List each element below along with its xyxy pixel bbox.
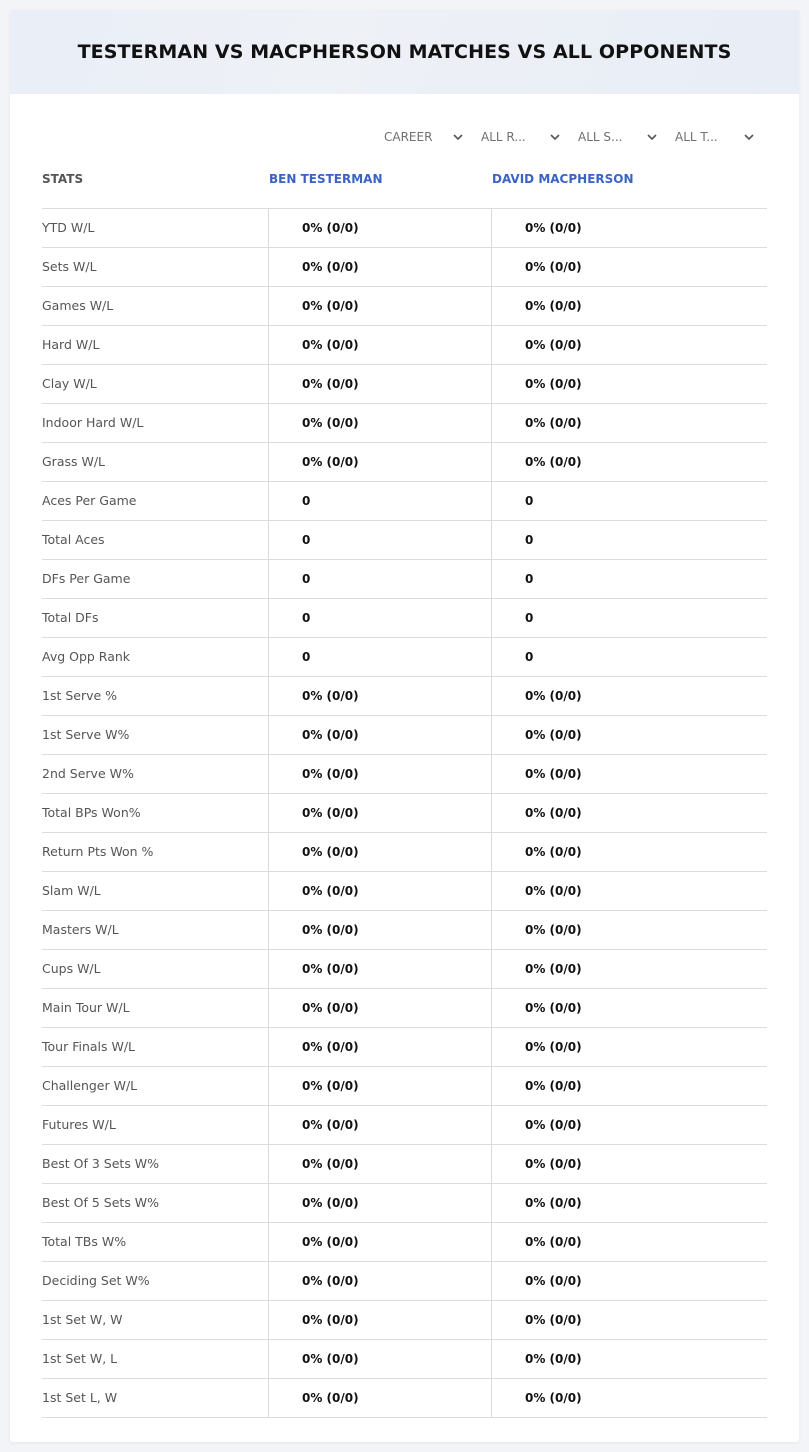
player1-column-header[interactable]: BEN TESTERMAN [269,172,383,186]
table-row [42,1379,767,1418]
table-row [42,755,767,794]
stat-label: 1st Set W, L [42,1351,118,1366]
player1-stat-value: 0% (0/0) [268,209,491,247]
stats-table [42,208,767,1418]
player1-stat-value: 0% (0/0) [268,1184,491,1222]
player1-stat-value: 0% (0/0) [268,365,491,403]
tournament-filter-label: ALL T... [675,130,718,144]
player2-stat-value: 0% (0/0) [491,1184,767,1222]
player2-stat-value: 0% (0/0) [491,365,767,403]
stat-label: 1st Set L, W [42,1390,118,1405]
tournament-filter-dropdown[interactable] [669,127,763,147]
player2-stat-value: 0% (0/0) [491,1301,767,1339]
player2-stat-value: 0% (0/0) [491,1340,767,1378]
table-row [42,326,767,365]
player2-stat-value: 0% (0/0) [491,404,767,442]
player1-stat-value: 0% (0/0) [268,443,491,481]
player2-stat-value: 0% (0/0) [491,794,767,832]
table-row [42,1145,767,1184]
stat-label: Aces Per Game [42,493,137,508]
player2-stat-value: 0 [491,599,767,637]
filter-bar [378,127,766,147]
player1-stat-value: 0% (0/0) [268,1145,491,1183]
player1-stat-value: 0% (0/0) [268,989,491,1027]
stat-label: Cups W/L [42,961,101,976]
stat-label: Indoor Hard W/L [42,415,144,430]
player1-stat-value: 0% (0/0) [268,1301,491,1339]
player2-stat-value: 0 [491,482,767,520]
stat-label: Return Pts Won % [42,844,154,859]
chevron-down-icon [549,131,561,143]
table-row [42,1223,767,1262]
player1-stat-value: 0% (0/0) [268,1067,491,1105]
table-row [42,248,767,287]
player1-stat-value: 0% (0/0) [268,248,491,286]
stat-label: Hard W/L [42,337,100,352]
round-filter-dropdown[interactable] [475,127,569,147]
period-filter-dropdown[interactable] [378,127,472,147]
table-row [42,1067,767,1106]
player1-stat-value: 0% (0/0) [268,287,491,325]
player2-stat-value: 0% (0/0) [491,989,767,1027]
stat-label: Futures W/L [42,1117,116,1132]
table-row [42,1262,767,1301]
player2-stat-value: 0% (0/0) [491,1106,767,1144]
table-row [42,1106,767,1145]
player2-stat-value: 0% (0/0) [491,911,767,949]
table-row [42,950,767,989]
player1-stat-value: 0 [268,560,491,598]
player2-stat-value: 0% (0/0) [491,677,767,715]
table-row [42,1301,767,1340]
player2-stat-value: 0 [491,521,767,559]
player1-stat-value: 0 [268,521,491,559]
table-row [42,989,767,1028]
table-row [42,1028,767,1067]
player1-stat-value: 0% (0/0) [268,833,491,871]
table-row [42,443,767,482]
table-row [42,521,767,560]
player1-stat-value: 0% (0/0) [268,1340,491,1378]
stat-label: Games W/L [42,298,114,313]
surface-filter-dropdown[interactable] [572,127,666,147]
table-row [42,1340,767,1379]
table-row [42,365,767,404]
player2-stat-value: 0% (0/0) [491,833,767,871]
stat-label: Best Of 5 Sets W% [42,1195,160,1210]
stat-label: Masters W/L [42,922,119,937]
stat-label: Deciding Set W% [42,1273,150,1288]
table-row [42,209,767,248]
player1-stat-value: 0% (0/0) [268,1379,491,1417]
table-header [42,170,767,208]
card-header [10,10,799,94]
stat-label: Best Of 3 Sets W% [42,1156,160,1171]
player1-stat-value: 0 [268,599,491,637]
stat-label: 1st Serve % [42,688,118,703]
stat-label: YTD W/L [42,220,95,235]
stats-column-header: STATS [42,172,84,186]
player1-stat-value: 0% (0/0) [268,326,491,364]
player2-stat-value: 0% (0/0) [491,1223,767,1261]
player2-stat-value: 0% (0/0) [491,326,767,364]
chevron-down-icon [646,131,658,143]
period-filter-label: CAREER [384,130,433,144]
stat-label: Total DFs [42,610,99,625]
table-row [42,560,767,599]
player1-stat-value: 0% (0/0) [268,1106,491,1144]
stat-label: Total Aces [42,532,105,547]
player2-stat-value: 0% (0/0) [491,1067,767,1105]
table-row [42,911,767,950]
stat-label: DFs Per Game [42,571,131,586]
player2-stat-value: 0% (0/0) [491,248,767,286]
table-row [42,794,767,833]
stat-label: Total TBs W% [42,1234,127,1249]
player2-stat-value: 0% (0/0) [491,950,767,988]
player2-stat-value: 0% (0/0) [491,1028,767,1066]
player1-stat-value: 0% (0/0) [268,950,491,988]
table-row [42,872,767,911]
player1-stat-value: 0% (0/0) [268,716,491,754]
player2-stat-value: 0% (0/0) [491,755,767,793]
table-row [42,599,767,638]
stat-label: Slam W/L [42,883,101,898]
page-title: TESTERMAN VS MACPHERSON MATCHES VS ALL OPPONENTS [77,41,732,63]
player1-stat-value: 0% (0/0) [268,1028,491,1066]
table-row [42,482,767,521]
player1-stat-value: 0% (0/0) [268,755,491,793]
player2-column-header[interactable]: DAVID MACPHERSON [492,172,634,186]
round-filter-label: ALL R... [481,130,526,144]
surface-filter-label: ALL S... [578,130,623,144]
table-row [42,1184,767,1223]
table-row [42,833,767,872]
player1-stat-value: 0% (0/0) [268,1262,491,1300]
stat-label: 1st Set W, W [42,1312,123,1327]
player2-stat-value: 0% (0/0) [491,1379,767,1417]
stats-card [10,10,799,1442]
table-row [42,677,767,716]
player2-stat-value: 0 [491,560,767,598]
player2-stat-value: 0% (0/0) [491,872,767,910]
player2-stat-value: 0% (0/0) [491,716,767,754]
table-row [42,287,767,326]
player1-stat-value: 0% (0/0) [268,1223,491,1261]
table-row [42,404,767,443]
player2-stat-value: 0% (0/0) [491,1145,767,1183]
player2-stat-value: 0% (0/0) [491,443,767,481]
stat-label: Grass W/L [42,454,106,469]
player2-stat-value: 0% (0/0) [491,287,767,325]
stat-label: Main Tour W/L [42,1000,130,1015]
player2-stat-value: 0% (0/0) [491,209,767,247]
player1-stat-value: 0 [268,482,491,520]
stat-label: Total BPs Won% [42,805,141,820]
player1-stat-value: 0% (0/0) [268,872,491,910]
player1-stat-value: 0% (0/0) [268,404,491,442]
stat-label: Tour Finals W/L [42,1039,136,1054]
stat-label: 2nd Serve W% [42,766,134,781]
table-row [42,716,767,755]
stat-label: Challenger W/L [42,1078,138,1093]
player2-stat-value: 0% (0/0) [491,1262,767,1300]
stat-label: Avg Opp Rank [42,649,131,664]
chevron-down-icon [743,131,755,143]
player1-stat-value: 0 [268,638,491,676]
chevron-down-icon [452,131,464,143]
player2-stat-value: 0 [491,638,767,676]
stat-label: Clay W/L [42,376,97,391]
stat-label: 1st Serve W% [42,727,130,742]
player1-stat-value: 0% (0/0) [268,911,491,949]
player1-stat-value: 0% (0/0) [268,677,491,715]
stat-label: Sets W/L [42,259,97,274]
table-row [42,638,767,677]
player1-stat-value: 0% (0/0) [268,794,491,832]
